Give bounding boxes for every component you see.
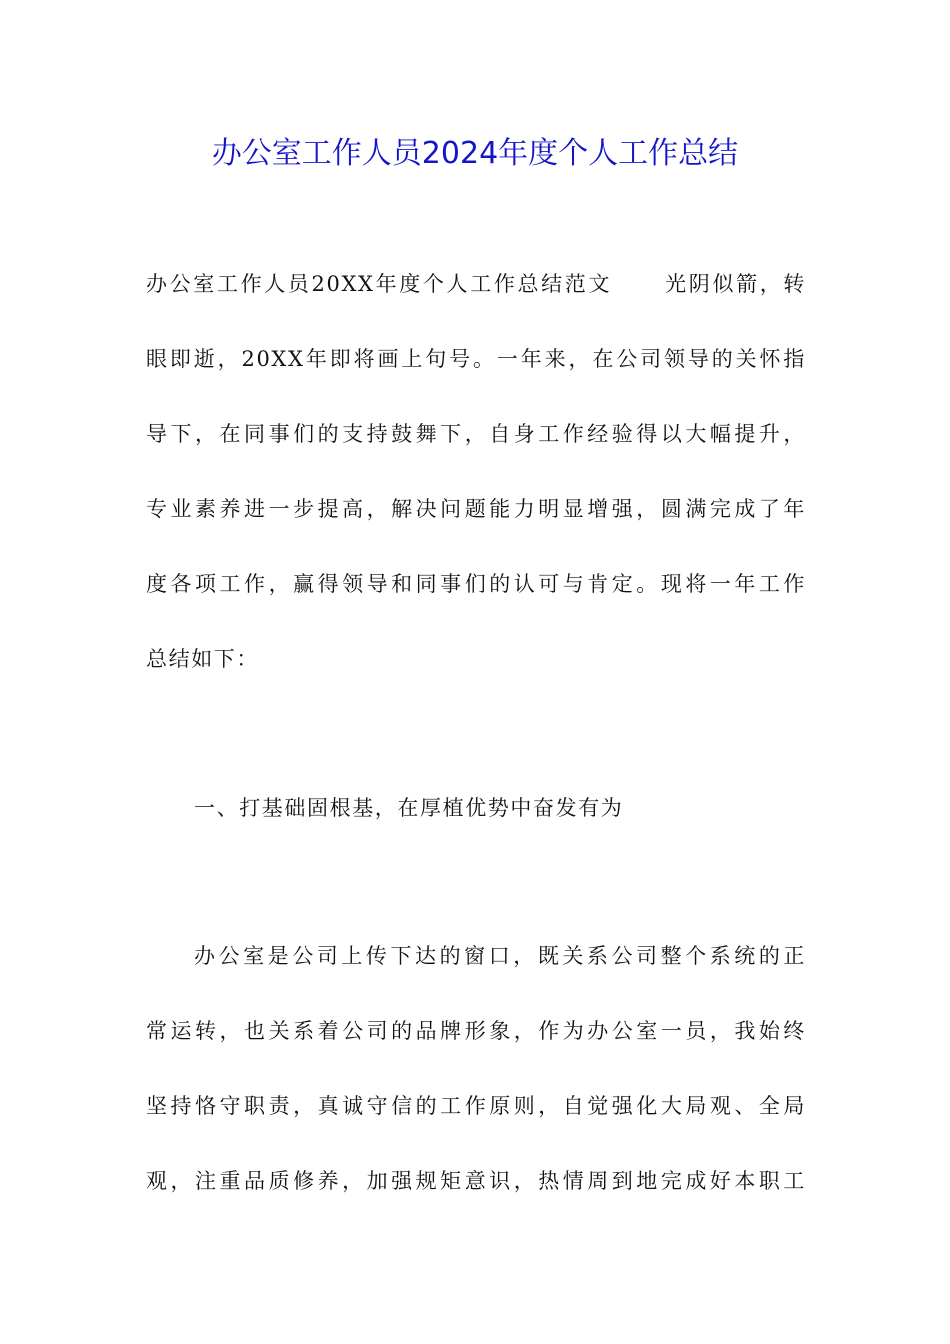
intro-line-6: 总结如下： (146, 647, 259, 671)
intro-line-1-part-2: 光阴似箭，转 (664, 272, 806, 296)
section-1-line-2: 常运转，也关系着公司的品牌形象，作为办公室一员，我始终 (146, 1019, 806, 1043)
intro-line-5: 度各项工作，赢得领导和同事们的认可与肯定。现将一年工作 (146, 572, 806, 596)
intro-line-1-part-1: 办公室工作人员20XX年度个人工作总结范文 (146, 272, 613, 296)
section-1-line-3: 坚持恪守职责，真诚守信的工作原则，自觉强化大局观、全局 (146, 1094, 806, 1118)
intro-line-4: 专业素养进一步提高，解决问题能力明显增强，圆满完成了年 (146, 497, 806, 521)
section-1-line-1: 办公室是公司上传下达的窗口，既关系公司整个系统的正 (194, 944, 806, 968)
intro-line-3: 导下，在同事们的支持鼓舞下，自身工作经验得以大幅提升， (146, 422, 806, 446)
intro-line-1 (146, 264, 806, 304)
section-1-heading: 一、打基础固根基，在厚植优势中奋发有为 (194, 796, 624, 820)
intro-line-2: 眼即逝，20XX年即将画上句号。一年来，在公司领导的关怀指 (146, 347, 806, 371)
section-1-line-4: 观，注重品质修养，加强规矩意识，热情周到地完成好本职工 (146, 1169, 806, 1193)
document-title: 办公室工作人员2024年度个人工作总结 (211, 136, 739, 171)
